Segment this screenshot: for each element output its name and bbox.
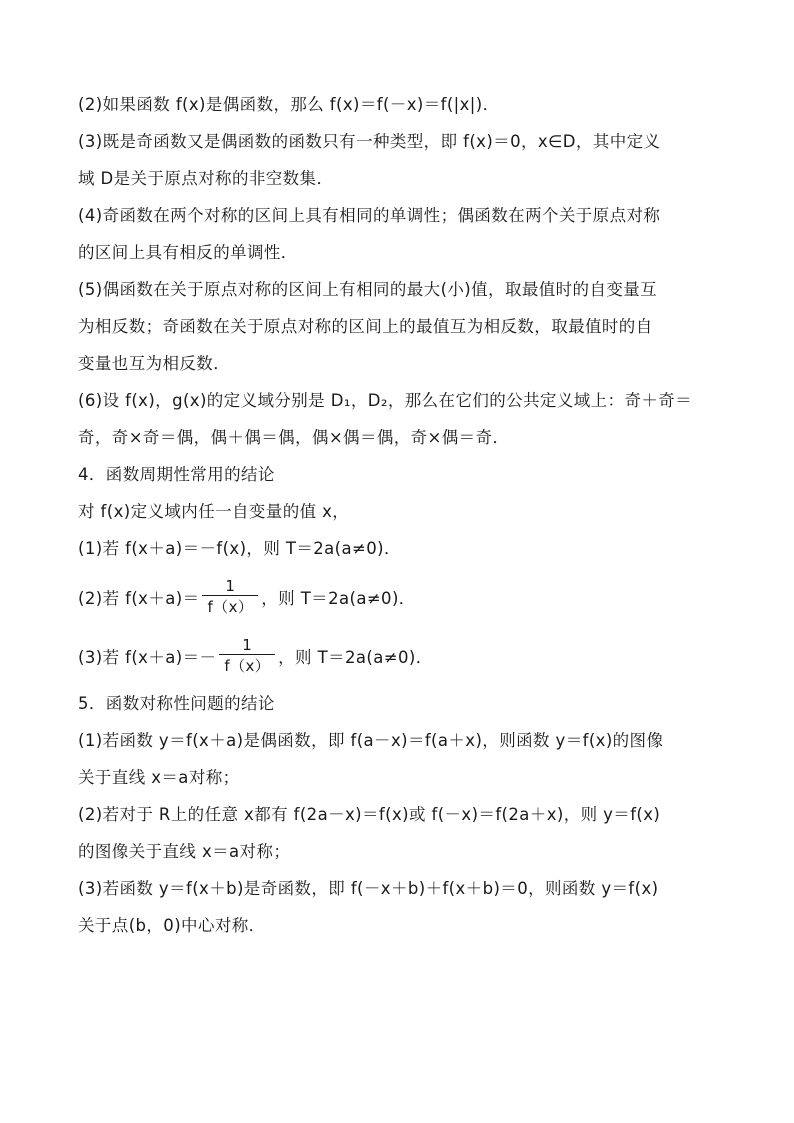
fraction-numerator: 1 xyxy=(219,636,275,655)
text-line: 对 f(x)定义域内任一自变量的值 x， xyxy=(78,502,350,521)
text-line: 的图像关于直线 x＝a对称； xyxy=(78,842,291,861)
formula-suffix: ，则 T＝2a(a≠0)． xyxy=(261,589,416,608)
text-line: (1)若 f(x＋a)＝－f(x)，则 T＝2a(a≠0)． xyxy=(78,539,401,558)
monotonicity-paragraph xyxy=(78,204,728,265)
text-line: (6)设 f(x)，g(x)的定义域分别是 D₁，D₂，那么在它们的公共定义域上：奇＋奇＝ xyxy=(78,391,693,410)
extremes-paragraph xyxy=(78,278,728,376)
text-line: 的区间上具有相反的单调性． xyxy=(78,243,298,262)
fraction-numerator: 1 xyxy=(202,577,258,596)
text-line: 为相反数；奇函数在关于原点对称的区间上的最值互为相反数，取最值时的自 xyxy=(78,317,653,336)
text-line: 奇，奇×奇＝偶，偶＋偶＝偶，偶×偶＝偶，奇×偶＝奇． xyxy=(78,428,510,447)
text-line: (3)若函数 y＝f(x＋b)是奇函数，即 f(－x＋b)＋f(x＋b)＝0，则函数 y＝f(x) xyxy=(78,879,659,898)
text-line: (2)若对于 R上的任意 x都有 f(2a－x)＝f(x)或 f(－x)＝f(2a＋x)，则 y＝f(x) xyxy=(78,805,661,824)
section-heading: 4．函数周期性常用的结论 xyxy=(78,465,275,484)
text-line: 关于点(b，0)中心对称． xyxy=(78,916,266,935)
text-line: (2)如果函数 f(x)是偶函数，那么 f(x)＝f(－x)＝f(|x|)． xyxy=(78,95,500,114)
composition-paragraph xyxy=(78,389,728,450)
text-line: (4)奇函数在两个对称的区间上具有相同的单调性；偶函数在两个关于原点对称 xyxy=(78,206,661,225)
text-line: 域 D是关于原点对称的非空数集． xyxy=(78,169,334,188)
text-line: (5)偶函数在关于原点对称的区间上有相同的最大(小)值，取最值时的自变量互 xyxy=(78,280,658,299)
formula-prefix: (3)若 f(x＋a)＝－ xyxy=(78,648,217,667)
fraction-denominator: f（x） xyxy=(224,657,271,675)
section-heading: 5．函数对称性问题的结论 xyxy=(78,694,275,713)
odd-and-even-paragraph xyxy=(78,130,728,191)
symmetry-section xyxy=(78,692,728,938)
even-function-paragraph xyxy=(78,93,728,117)
fraction-denominator: f（x） xyxy=(207,598,254,616)
periodicity-item-3 xyxy=(78,633,728,679)
periodicity-section xyxy=(78,463,728,561)
fraction xyxy=(218,636,276,676)
text-line: (1)若函数 y＝f(x＋a)是偶函数，即 f(a－x)＝f(a＋x)，则函数 y＝f(x)的图像 xyxy=(78,731,664,750)
text-line: (3)既是奇函数又是偶函数的函数只有一种类型，即 f(x)＝0，x∈D，其中定义 xyxy=(78,132,661,151)
text-line: 变量也互为相反数． xyxy=(78,354,231,373)
formula-suffix: ，则 T＝2a(a≠0)． xyxy=(278,648,433,667)
fraction xyxy=(201,577,259,617)
formula-prefix: (2)若 f(x＋a)＝ xyxy=(78,589,200,608)
text-line: 关于直线 x＝a对称； xyxy=(78,768,240,787)
periodicity-item-2 xyxy=(78,574,728,620)
document-page xyxy=(78,93,728,951)
